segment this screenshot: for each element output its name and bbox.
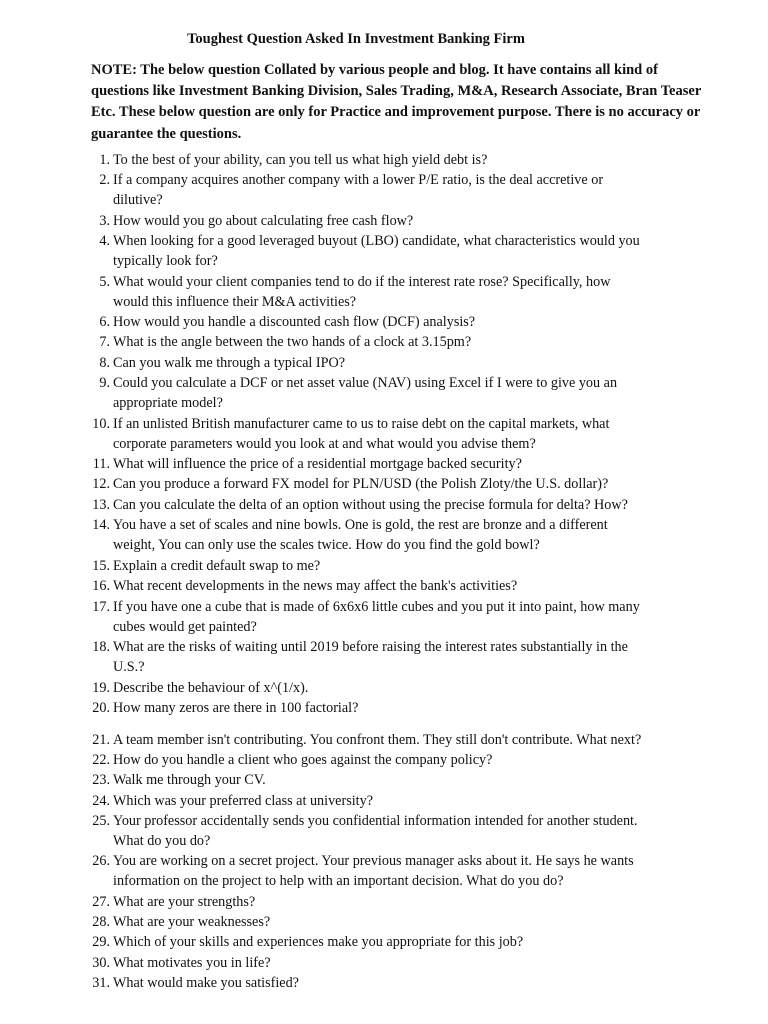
question-text-line: What are your weaknesses?	[113, 914, 271, 930]
question-number: 16.	[92, 578, 110, 594]
question-number: 6.	[99, 314, 110, 330]
question-text-line: What is the angle between the two hands of a clock at 3.15pm?	[113, 334, 472, 350]
question-item	[86, 272, 686, 312]
question-text-line: Describe the behaviour of x^(1/x).	[113, 680, 309, 696]
question-number: 3.	[99, 213, 110, 229]
question-number: 21.	[92, 732, 110, 748]
question-number: 31.	[92, 975, 110, 991]
question-text-line: Walk me through your CV.	[113, 772, 266, 788]
question-number: 10.	[92, 416, 110, 432]
question-number: 26.	[92, 853, 110, 869]
document-title: Toughest Question Asked In Investment Banking Firm	[187, 31, 525, 47]
question-number: 28.	[92, 914, 110, 930]
question-text-line: If you have one a cube that is made of 6x6x6 little cubes and you put it into paint, how many	[113, 599, 640, 615]
question-item	[86, 556, 686, 576]
question-text-line: corporate parameters would you look at and what would you advise them?	[113, 436, 536, 453]
question-text-line: If a company acquires another company with a lower P/E ratio, is the deal accretive or	[113, 172, 604, 188]
question-text-line: What would your client companies tend to do if the interest rate rose? Specifically, how	[113, 274, 611, 290]
question-item	[86, 811, 686, 851]
question-text-line: What motivates you in life?	[113, 955, 271, 971]
question-number: 9.	[99, 375, 110, 391]
question-item	[86, 312, 686, 332]
question-text-line: Which was your preferred class at university?	[113, 793, 374, 809]
question-number: 18.	[92, 639, 110, 655]
question-text-line: Explain a credit default swap to me?	[113, 558, 321, 574]
question-text-line: A team member isn't contributing. You confront them. They still don't contribute. What next?	[113, 732, 642, 748]
question-text-line: information on the project to help with an important decision. What do you do?	[113, 873, 564, 890]
question-item	[86, 770, 686, 790]
question-text-line: dilutive?	[113, 192, 163, 209]
question-item	[86, 231, 686, 271]
question-number: 5.	[99, 274, 110, 290]
question-text-line: What are your strengths?	[113, 894, 256, 910]
question-text-line: Can you walk me through a typical IPO?	[113, 355, 346, 371]
question-item	[86, 730, 686, 750]
question-text-line: appropriate model?	[113, 395, 223, 412]
question-item	[86, 454, 686, 474]
question-item	[86, 576, 686, 596]
question-item	[86, 332, 686, 352]
question-number: 29.	[92, 934, 110, 950]
question-text-line: Can you calculate the delta of an option without using the precise formula for delta? How?	[113, 497, 628, 513]
question-text-line: Which of your skills and experiences make you appropriate for this job?	[113, 934, 524, 950]
question-text-line: How do you handle a client who goes against the company policy?	[113, 752, 493, 768]
question-item	[86, 597, 686, 637]
question-number: 12.	[92, 476, 110, 492]
question-item	[86, 851, 686, 891]
question-text-line: How many zeros are there in 100 factorial?	[113, 700, 359, 716]
question-text-line: When looking for a good leveraged buyout (LBO) candidate, what characteristics would you	[113, 233, 640, 249]
question-item	[86, 170, 686, 210]
question-item	[86, 698, 686, 718]
question-text-line: You have a set of scales and nine bowls. One is gold, the rest are bronze and a different	[113, 517, 608, 533]
question-item	[86, 495, 686, 515]
question-item	[86, 474, 686, 494]
question-text-line: What will influence the price of a residential mortgage backed security?	[113, 456, 522, 472]
document-note: NOTE: The below question Collated by various people and blog. It have contains all kind of questions like Investment Banking Division, Sales Trading, M&A, Research Associate, Bran Teaser Etc. These below question are only for Practice and improvement purpose. There is no accuracy or guarantee the questions.	[91, 62, 701, 142]
question-number: 2.	[99, 172, 110, 188]
question-text-line: To the best of your ability, can you tell us what high yield debt is?	[113, 152, 488, 168]
question-item	[86, 953, 686, 973]
question-text-line: How would you handle a discounted cash flow (DCF) analysis?	[113, 314, 476, 330]
question-text-line: Can you produce a forward FX model for PLN/USD (the Polish Zloty/the U.S. dollar)?	[113, 476, 609, 492]
question-number: 4.	[99, 233, 110, 249]
question-number: 30.	[92, 955, 110, 971]
question-text-line: What do you do?	[113, 833, 211, 850]
question-number: 27.	[92, 894, 110, 910]
question-text-line: How would you go about calculating free cash flow?	[113, 213, 414, 229]
question-text-line: weight, You can only use the scales twice. How do you find the gold bowl?	[113, 537, 540, 554]
question-text-line: would this influence their M&A activities?	[113, 294, 357, 311]
question-text-line: What would make you satisfied?	[113, 975, 299, 991]
question-text-line: What are the risks of waiting until 2019 before raising the interest rates substantially in the	[113, 639, 628, 655]
question-number: 23.	[92, 772, 110, 788]
question-item	[86, 515, 686, 555]
question-number: 1.	[99, 152, 110, 168]
question-number: 24.	[92, 793, 110, 809]
question-text-line: What recent developments in the news may affect the bank's activities?	[113, 578, 518, 594]
question-item	[86, 678, 686, 698]
question-item	[86, 750, 686, 770]
question-text-line: You are working on a secret project. Your previous manager asks about it. He says he wants	[113, 853, 634, 869]
question-item	[86, 150, 686, 170]
question-item	[86, 414, 686, 454]
question-item	[86, 932, 686, 952]
question-item	[86, 373, 686, 413]
question-number: 15.	[92, 558, 110, 574]
question-item	[86, 912, 686, 932]
question-text-line: If an unlisted British manufacturer came to us to raise debt on the capital markets, what	[113, 416, 610, 432]
question-number: 11.	[92, 456, 110, 472]
question-number: 13.	[92, 497, 110, 513]
question-item	[86, 637, 686, 677]
question-item	[86, 973, 686, 993]
question-item	[86, 211, 686, 231]
question-number: 19.	[92, 680, 110, 696]
question-text-line: Your professor accidentally sends you confidential information intended for another student.	[113, 813, 638, 829]
question-text-line: cubes would get painted?	[113, 619, 257, 636]
question-number: 20.	[92, 700, 110, 716]
question-text-line: U.S.?	[113, 659, 145, 676]
question-item	[86, 791, 686, 811]
question-text-line: Could you calculate a DCF or net asset value (NAV) using Excel if I were to give you an	[113, 375, 618, 391]
question-number: 7.	[99, 334, 110, 350]
question-number: 17.	[92, 599, 110, 615]
question-item	[86, 892, 686, 912]
question-number: 14.	[92, 517, 110, 533]
question-number: 25.	[92, 813, 110, 829]
question-number: 8.	[99, 355, 110, 371]
question-text-line: typically look for?	[113, 253, 218, 270]
question-number: 22.	[92, 752, 110, 768]
question-item	[86, 353, 686, 373]
